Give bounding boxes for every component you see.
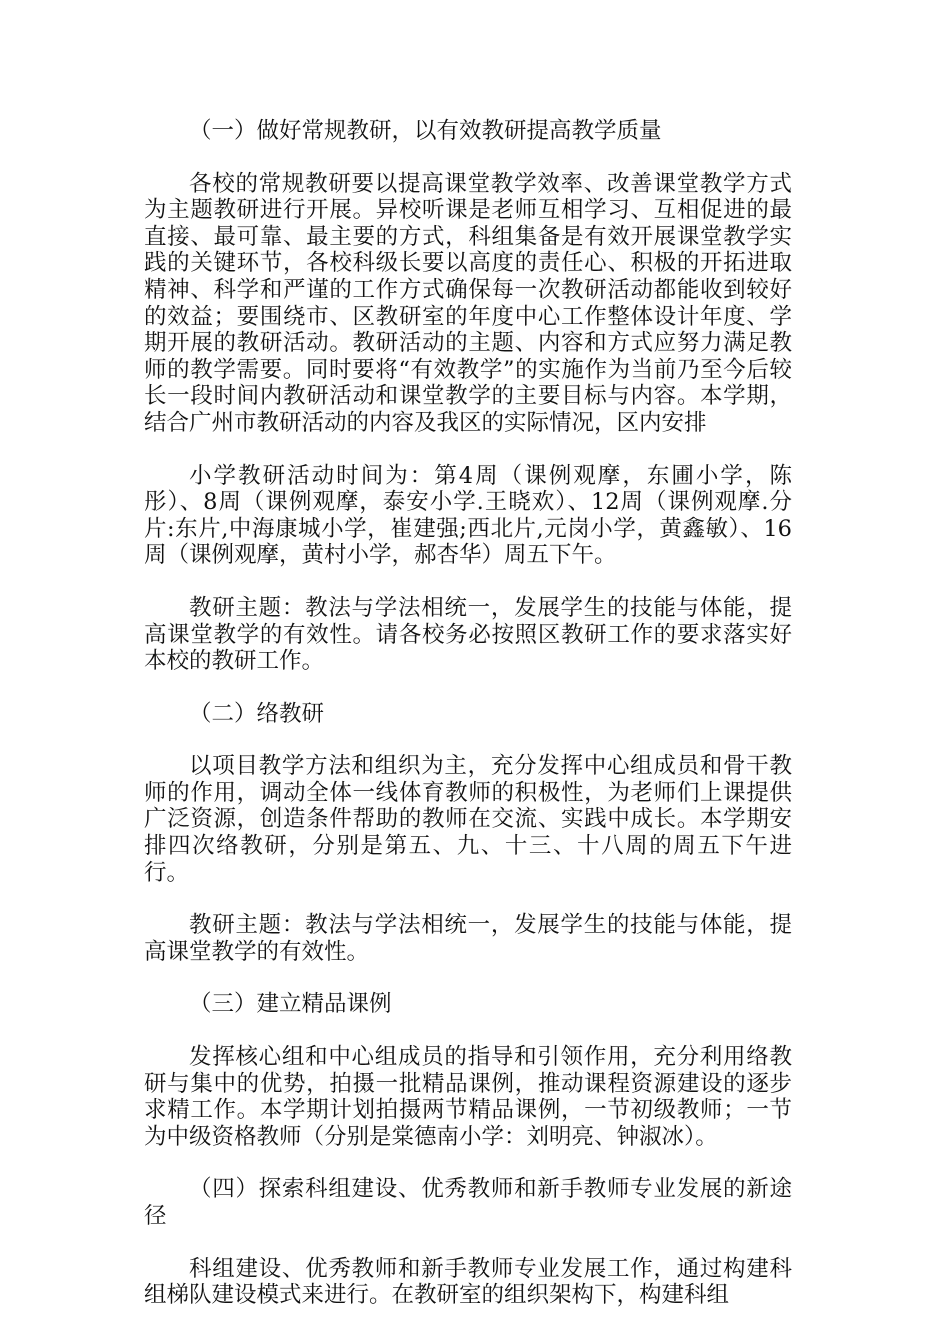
section-heading-1: （一）做好常规教研，以有效教研提高教学质量: [189, 118, 662, 144]
section-heading-2: （二）络教研: [189, 700, 325, 727]
paragraph-team-building: 科组建设、优秀教师和新手教师专业发展工作，通过构建科组梯队建设模式来进行。在教研室的组织架构下，构建科组: [144, 1255, 792, 1309]
section-heading-4: （四）探索科组建设、优秀教师和新手教师专业发展的新途径: [144, 1176, 792, 1229]
paragraph-routine-research: 各校的常规教研要以提高课堂教学效率、改善课堂教学方式为主题教研进行开展。异校听课是老师互相学习、互相促进的最直接、最可靠、最主要的方式，科组集备是有效开展课堂教学实践的关键环节，各校科级长要以高度的责任心、积极的开拓进取精神、科学和严谨的工作方式确保每一次教研活动都能收到较好的效益；要围绕市、区教研室的年度中心工作整体设计年度、学期开展的教研活动。教研活动的主题、内容和方式应努力满足教师的教学需要。同时要将“有效教学”的实施作为当前乃至今后较长一段时间内教研活动和课堂教学的主要目标与内容。本学期，结合广州市教研活动的内容及我区的实际情况，区内安排: [144, 170, 792, 436]
paragraph-schedule: 小学教研活动时间为：第4周（课例观摩，东圃小学，陈彤）、8周（课例观摩，泰安小学.王晓欢）、12周（课例观摩.分片:东片,中海康城小学，崔建强;西北片,元岗小学，黄鑫敏）、16周（课例观摩，黄村小学，郝杏华）周五下午。: [144, 462, 792, 569]
paragraph-quality-lessons: 发挥核心组和中心组成员的指导和引领作用，充分利用络教研与集中的优势，拍摄一批精品课例，推动课程资源建设的逐步求精工作。本学期计划拍摄两节精品课例，一节初级教师；一节为中级资格教师（分别是棠德南小学：刘明亮、钟淑冰）。: [144, 1044, 792, 1150]
paragraph-research-theme-2: 教研主题：教法与学法相统一，发展学生的技能与体能，提高课堂教学的有效性。: [144, 912, 792, 965]
document-page: [144, 118, 792, 1335]
paragraph-network-research: 以项目教学方法和组织为主，充分发挥中心组成员和骨干教师的作用，调动全体一线体育教师的积极性，为老师们上课提供广泛资源，创造条件帮助的教师在交流、实践中成长。本学期安排四次络教研，分别是第五、九、十三、十八周的周五下午进行。: [144, 753, 792, 886]
paragraph-research-theme-1: 教研主题：教法与学法相统一，发展学生的技能与体能，提高课堂教学的有效性。请各校务必按照区教研工作的要求落实好本校的教研工作。: [144, 594, 792, 675]
section-heading-3: （三）建立精品课例: [189, 991, 392, 1018]
